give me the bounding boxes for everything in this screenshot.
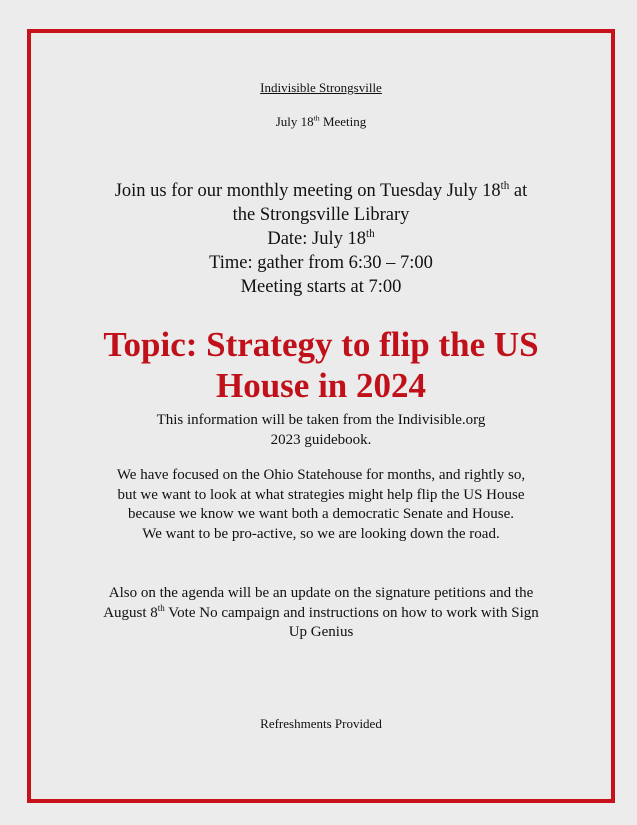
date-text: Date: July 18 (267, 229, 366, 249)
topic-heading (31, 324, 611, 406)
agenda-line-2 (31, 604, 611, 624)
focus-paragraph (31, 466, 611, 544)
organization-name: Indivisible Strongsville (260, 80, 382, 95)
ordinal-suffix: th (366, 227, 375, 240)
date-line (31, 227, 611, 251)
invite-text-end: at (509, 181, 528, 201)
time-line: Time: gather from 6:30 – 7:00 (209, 253, 433, 273)
agenda-text: Vote No campaign and instructions on how to work with Sign (164, 604, 539, 621)
focus-line-4: We want to be pro-active, so we are looking down the road. (142, 525, 500, 542)
meeting-details (31, 179, 611, 299)
source-line-2: 2023 guidebook. (270, 432, 372, 448)
agenda-line-3: Up Genius (288, 624, 354, 640)
location-line: the Strongsville Library (232, 205, 410, 225)
agenda-date-text: August 8 (103, 604, 158, 621)
flyer-border (27, 29, 615, 803)
invite-text: Join us for our monthly meeting on Tuesday July 18 (114, 181, 501, 201)
meeting-date-text: July 18 (275, 114, 314, 129)
ordinal-suffix: th (157, 602, 165, 613)
ordinal-suffix: th (500, 179, 510, 192)
source-note (31, 410, 611, 450)
focus-line-3: because we know we want both a democratic Senate and House. (127, 506, 515, 522)
focus-line-2: but we want to look at what strategies might help flip the US House (117, 486, 525, 503)
start-line: Meeting starts at 7:00 (240, 277, 402, 297)
invite-line (31, 179, 611, 203)
agenda-line-1: Also on the agenda will be an update on the signature petitions and the (108, 585, 534, 601)
topic-line-1: Topic: Strategy to flip the US (103, 325, 539, 364)
ordinal-suffix: th (313, 113, 320, 123)
topic-line-2: House in 2024 (215, 366, 427, 405)
focus-line-1: We have focused on the Ohio Statehouse for months, and rightly so, (116, 467, 526, 483)
agenda-paragraph (31, 584, 611, 643)
meeting-label: Meeting (319, 114, 367, 129)
source-line-1: This information will be taken from the Indivisible.org (156, 412, 486, 428)
meeting-date-heading (31, 114, 611, 130)
refreshments-note: Refreshments Provided (260, 716, 382, 731)
